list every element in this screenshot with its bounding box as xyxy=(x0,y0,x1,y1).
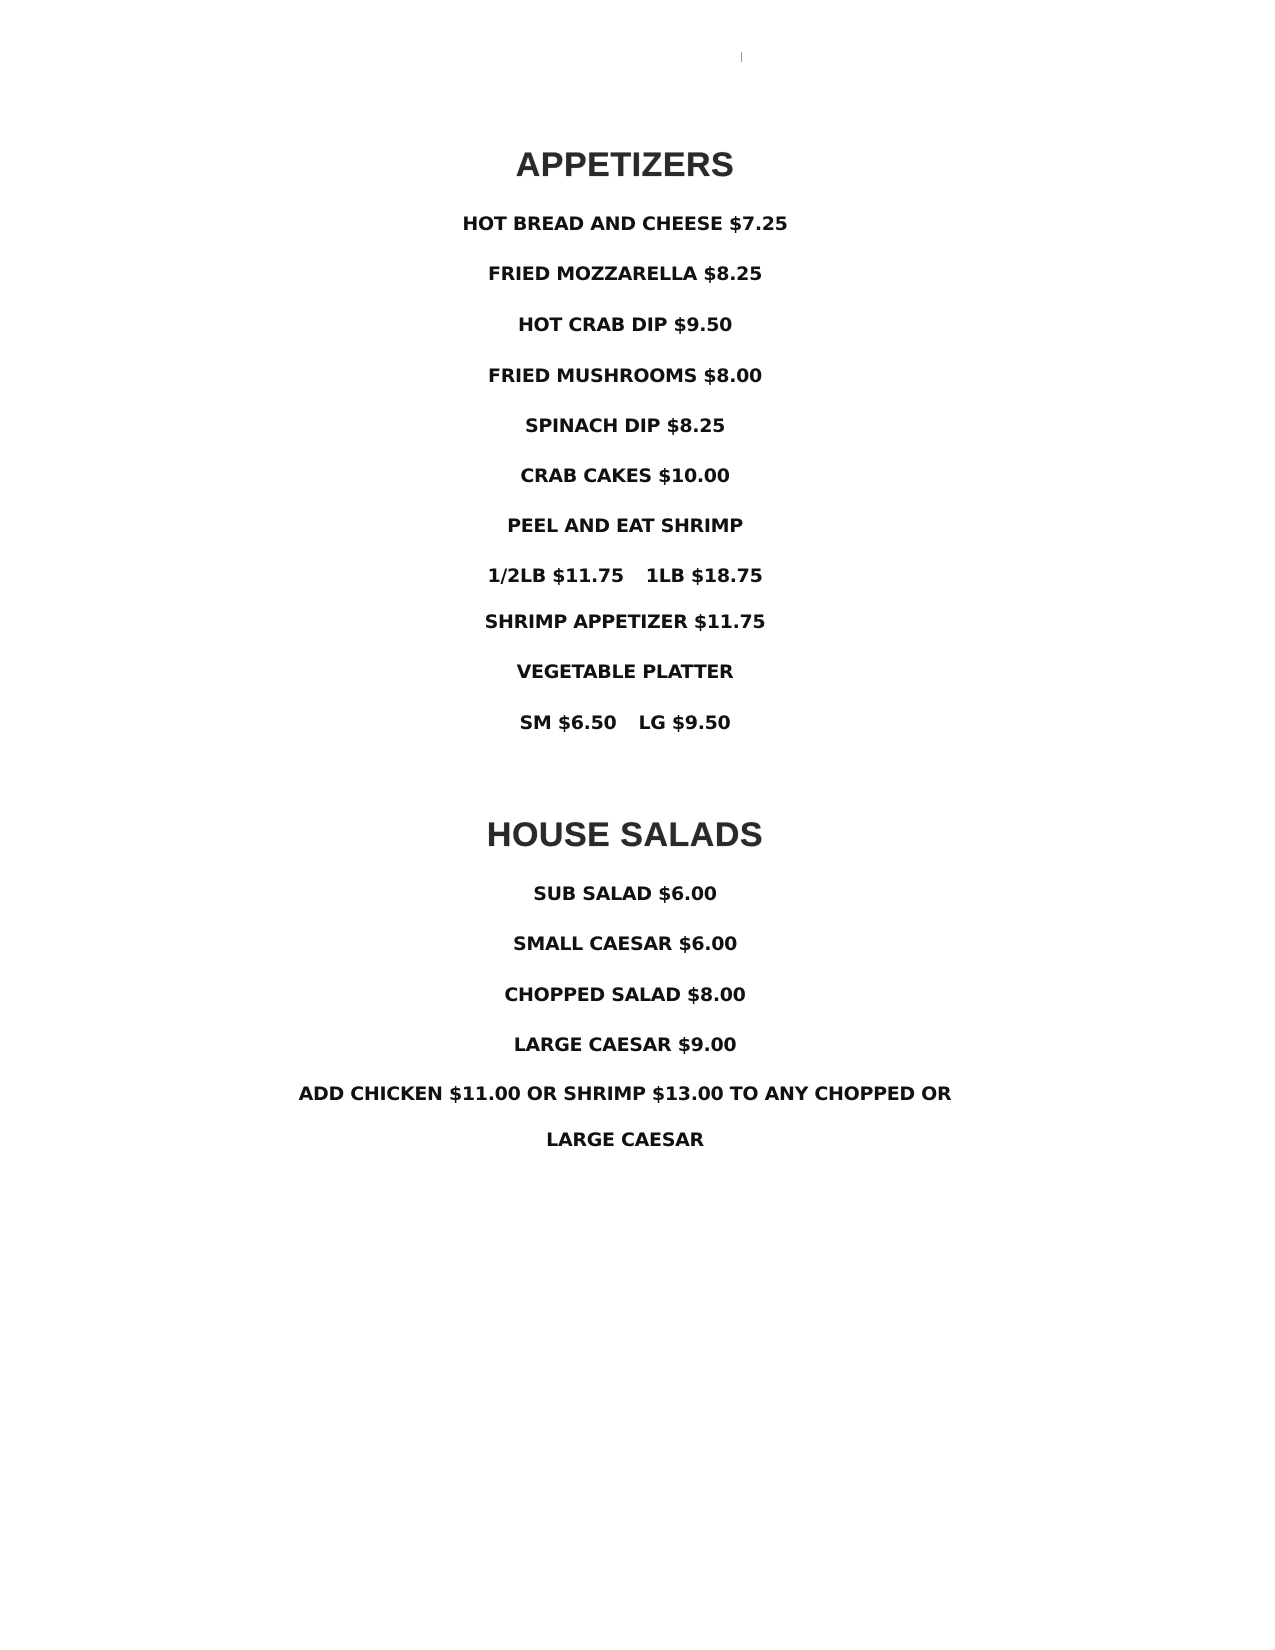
shrimp-half-price: 1/2LB $11.75 xyxy=(487,565,624,587)
veg-sizes-line xyxy=(0,711,1250,735)
menu-item: FRIED MOZZARELLA $8.25 xyxy=(487,263,762,285)
menu-item: LARGE CAESAR $9.00 xyxy=(513,1034,737,1056)
addon-note-line-1: ADD CHICKEN $11.00 OR SHRIMP $13.00 TO ANY CHOPPED OR xyxy=(298,1083,952,1105)
menu-item: FRIED MUSHROOMS $8.00 xyxy=(488,365,762,387)
house-salads-heading: HOUSE SALADS xyxy=(486,816,764,854)
menu-item: SUB SALAD $6.00 xyxy=(533,883,717,905)
menu-item: HOT BREAD AND CHEESE $7.25 xyxy=(462,213,788,235)
menu-item: SMALL CAESAR $6.00 xyxy=(512,933,738,955)
scan-speck xyxy=(741,52,742,62)
veg-large-price: LG $9.50 xyxy=(638,712,731,734)
menu-item: CHOPPED SALAD $8.00 xyxy=(504,984,746,1006)
menu-item: SHRIMP APPETIZER $11.75 xyxy=(484,611,766,633)
menu-item: PEEL AND EAT SHRIMP xyxy=(507,515,743,537)
veg-small-price: SM $6.50 xyxy=(519,712,617,734)
menu-item: CRAB CAKES $10.00 xyxy=(520,465,730,487)
appetizers-heading: APPETIZERS xyxy=(515,146,735,184)
menu-item: VEGETABLE PLATTER xyxy=(516,661,734,683)
menu-item: HOT CRAB DIP $9.50 xyxy=(517,314,733,336)
shrimp-sizes-line xyxy=(0,564,1250,588)
addon-note-line-2: LARGE CAESAR xyxy=(546,1129,704,1151)
menu-item: SPINACH DIP $8.25 xyxy=(524,415,726,437)
shrimp-full-price: 1LB $18.75 xyxy=(645,565,763,587)
